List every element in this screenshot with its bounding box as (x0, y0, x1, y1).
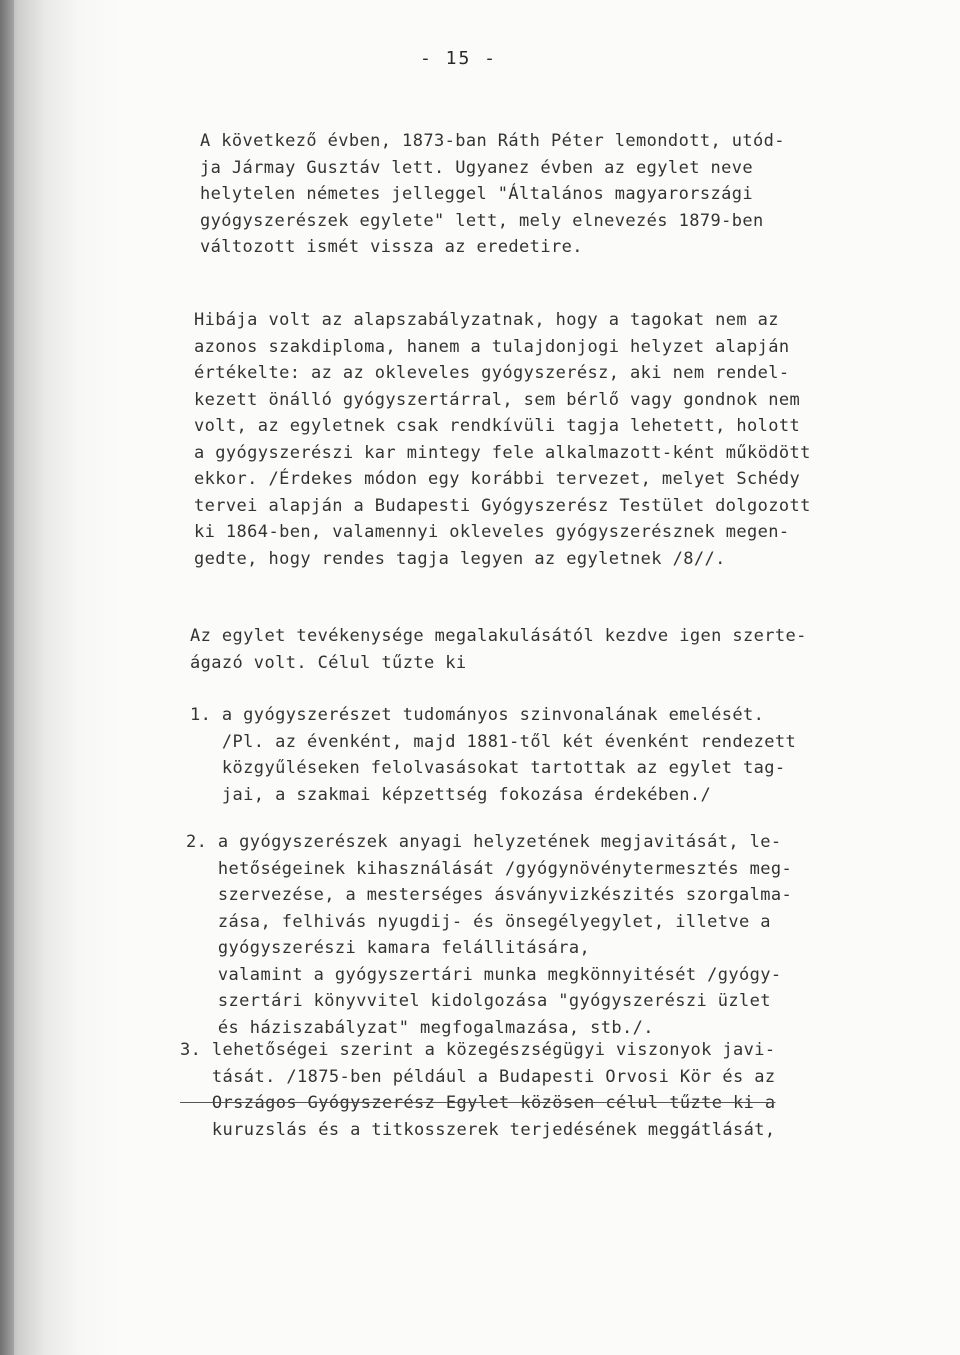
text-line: 3. lehetőségei szerint a közegészségügyi viszonyok javi- (180, 1040, 776, 1060)
text-line: azonos szakdiploma, hanem a tulajdonjogi helyzet alapján (194, 336, 790, 357)
text-line: szertári könyvvitel kidolgozása "gyógyszerészi üzlet (186, 991, 771, 1011)
text-line: ja Jármay Gusztáv lett. Ugyanez évben az egylet neve (200, 157, 754, 178)
text-line: a gyógyszerészi kar mintegy fele alkalmazott-ként működött (194, 442, 811, 463)
list-item-3 (180, 1037, 776, 1143)
text-line: kezett önálló gyógyszertárral, sem bérlő vagy gondnok nem (194, 389, 801, 410)
text-line: ágazó volt. Célul tűzte ki (190, 652, 467, 673)
text-line: tervei alapján a Budapesti Gyógyszerész Testület dolgozott (194, 495, 811, 516)
text-line: A következő évben, 1873-ban Ráth Péter lemondott, utód- (200, 131, 785, 151)
text-line: gyógyszerészi kamara felállitására, (186, 938, 591, 958)
text-line: ekkor. /Érdekes módon egy korábbi tervezet, melyet Schédy (194, 469, 801, 489)
text-line: Hibája volt az alapszabályzatnak, hogy a tagokat nem az (194, 310, 779, 330)
text-line-struck: Országos Gyógyszerész Egylet közösen célul tűzte ki a (180, 1093, 776, 1113)
text-line: valamint a gyógyszertári munka megkönnyitését /gyógy- (186, 964, 782, 985)
text-line: 2. a gyógyszerészek anyagi helyzetének megjavitását, le- (186, 832, 782, 852)
text-line: és háziszabályzat" megfogalmazása, stb./. (186, 1017, 654, 1038)
text-line: kuruzslás és a titkosszerek terjedésének meggátlását, (180, 1119, 776, 1140)
text-line: ki 1864-ben, valamennyi okleveles gyógyszerésznek megen- (194, 522, 790, 542)
text-line: tását. /1875-ben például a Budapesti Orvosi Kör és az (180, 1066, 776, 1087)
scan-edge-dark (0, 0, 14, 1355)
scan-edge-shadow (0, 0, 120, 1355)
text-line: /Pl. az évenként, majd 1881-től két évenként rendezett (190, 731, 797, 752)
text-line: értékelte: az az okleveles gyógyszerész, aki nem rendel- (194, 363, 790, 383)
paragraph-3 (190, 623, 807, 676)
text-line: hetőségeinek kihasználását /gyógynövénytermesztés meg- (186, 858, 793, 879)
text-line: gedte, hogy rendes tagja legyen az egyletnek /8//. (194, 548, 726, 569)
text-line: közgyűléseken felolvasásokat tartottak az egylet tag- (190, 758, 786, 778)
text-line: 1. a gyógyszerészet tudományos szinvonalának emelését. (190, 705, 765, 725)
paragraph-2 (194, 307, 811, 572)
text-line: gyógyszerészek egylete" lett, mely elnevezés 1879-ben (200, 210, 764, 231)
text-line: változott ismét vissza az eredetire. (200, 237, 583, 257)
text-line: volt, az egyletnek csak rendkívüli tagja lehetett, holott (194, 416, 801, 436)
text-line: Az egylet tevékenysége megalakulásától kezdve igen szerte- (190, 626, 807, 646)
page-number: - 15 - (420, 48, 498, 69)
paragraph-1 (200, 128, 785, 261)
list-item-2 (186, 829, 792, 1041)
text-line: helytelen németes jelleggel "Általános magyarországi (200, 184, 754, 204)
text-line: szervezése, a mesterséges ásványvizkészités szorgalma- (186, 885, 793, 905)
text-line: jai, a szakmai képzettség fokozása érdekében./ (190, 784, 712, 805)
text-line: zása, felhivás nyugdij- és önsegélyegylet, illetve a (186, 911, 771, 932)
list-item-1 (190, 702, 796, 808)
